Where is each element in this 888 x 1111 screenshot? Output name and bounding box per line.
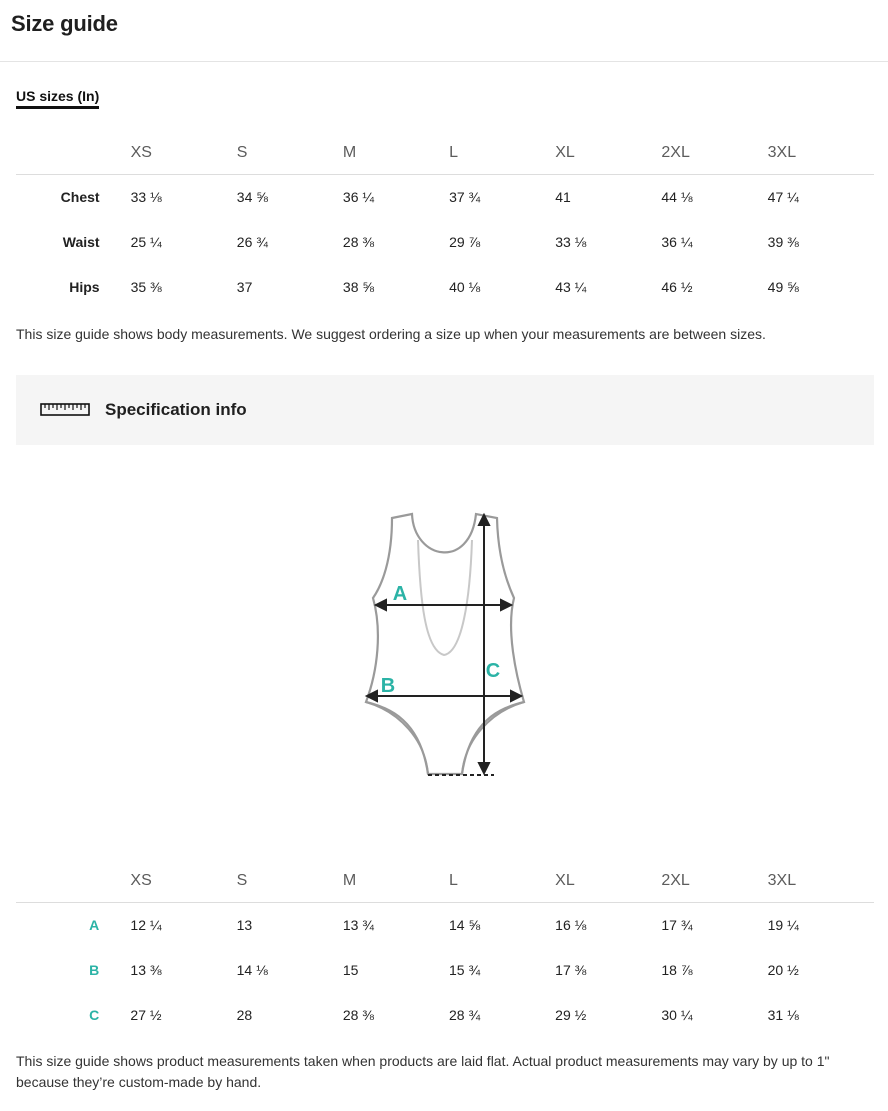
row-label: B bbox=[89, 961, 100, 978]
swimsuit-diagram bbox=[340, 500, 540, 790]
table-cell: 28 ⅜ bbox=[342, 233, 375, 250]
body-measurements-table bbox=[16, 126, 874, 309]
table-cell: 41 bbox=[555, 188, 571, 205]
table-corner bbox=[16, 854, 130, 902]
table-cell: 40 ⅛ bbox=[449, 278, 481, 295]
row-label: C bbox=[89, 1006, 100, 1023]
table-header-row bbox=[16, 854, 874, 902]
table-cell: 13 ⅜ bbox=[130, 961, 162, 978]
table-row bbox=[16, 902, 874, 947]
table-row bbox=[16, 264, 874, 309]
table-cell: 15 ¾ bbox=[448, 961, 481, 978]
table-cell: 30 ¼ bbox=[661, 1006, 693, 1023]
table-cell: 27 ½ bbox=[130, 1006, 162, 1023]
size-header: M bbox=[342, 143, 357, 161]
size-header: XL bbox=[555, 143, 575, 161]
table-cell: 44 ⅛ bbox=[661, 188, 693, 205]
table-cell: 12 ¼ bbox=[130, 916, 162, 933]
table-cell: 33 ⅛ bbox=[555, 233, 587, 250]
size-header: 2XL bbox=[661, 143, 690, 161]
table-cell: 15 bbox=[342, 961, 359, 978]
table-corner bbox=[16, 126, 131, 174]
table-cell: 35 ⅜ bbox=[130, 278, 162, 295]
table-cell: 14 ⅛ bbox=[236, 961, 268, 978]
diagram-label-a: A bbox=[392, 583, 408, 605]
ruler-icon bbox=[40, 403, 90, 416]
table-cell: 25 ¼ bbox=[130, 233, 162, 250]
table-cell: 31 ⅛ bbox=[767, 1006, 799, 1023]
size-header: XS bbox=[130, 871, 152, 889]
table-cell: 19 ¼ bbox=[767, 916, 799, 933]
table-row bbox=[16, 219, 874, 264]
specification-header bbox=[16, 375, 874, 445]
table-cell: 37 bbox=[236, 278, 253, 295]
size-header: S bbox=[236, 143, 248, 161]
table-cell: 16 ⅛ bbox=[555, 916, 587, 933]
size-header: 2XL bbox=[661, 871, 690, 889]
table-row bbox=[16, 992, 874, 1037]
table-cell: 43 ¼ bbox=[555, 278, 587, 295]
table-cell: 13 ¾ bbox=[342, 916, 374, 933]
table-cell: 47 ¼ bbox=[767, 188, 799, 205]
specification-table bbox=[16, 854, 874, 1037]
table-cell: 39 ⅜ bbox=[767, 233, 799, 250]
row-label: Hips bbox=[69, 278, 100, 295]
table-cell: 26 ¾ bbox=[236, 233, 268, 250]
table-header-row bbox=[16, 126, 874, 174]
row-label: Waist bbox=[62, 233, 100, 250]
row-label: A bbox=[89, 916, 100, 933]
table-cell: 17 ⅜ bbox=[555, 961, 587, 978]
size-header: XL bbox=[555, 871, 575, 889]
table-cell: 36 ¼ bbox=[661, 233, 693, 250]
table-cell: 29 ⅞ bbox=[449, 233, 481, 250]
header bbox=[0, 0, 888, 62]
size-header: L bbox=[448, 871, 458, 889]
table-cell: 18 ⅞ bbox=[661, 961, 693, 978]
row-label: Chest bbox=[60, 188, 100, 205]
specification-note: This size guide shows product measurements taken when products are laid flat. Actual product measurements may vary by up to 1" because they’re custom-made by hand. bbox=[16, 1053, 830, 1090]
tab-us-sizes[interactable]: US sizes (In) bbox=[16, 88, 99, 109]
table-cell: 46 ½ bbox=[661, 278, 693, 295]
table-cell: 37 ¾ bbox=[449, 188, 481, 205]
size-header: L bbox=[449, 143, 458, 161]
table-cell: 36 ¼ bbox=[342, 188, 375, 205]
table-cell: 29 ½ bbox=[555, 1006, 587, 1023]
table-cell: 28 ⅜ bbox=[342, 1006, 374, 1023]
table-cell: 28 bbox=[236, 1006, 253, 1023]
diagram-label-b: B bbox=[380, 675, 396, 697]
size-header: S bbox=[236, 871, 248, 889]
table-cell: 14 ⅝ bbox=[448, 916, 481, 933]
table-cell: 17 ¾ bbox=[661, 916, 693, 933]
table-row bbox=[16, 947, 874, 992]
table-cell: 38 ⅝ bbox=[342, 278, 375, 295]
size-header: M bbox=[342, 871, 357, 889]
body-measurements-note: This size guide shows body measurements. We suggest ordering a size up when your measurements are between sizes. bbox=[16, 326, 766, 342]
table-row bbox=[16, 174, 874, 219]
table-cell: 34 ⅝ bbox=[236, 188, 268, 205]
table-cell: 20 ½ bbox=[767, 961, 799, 978]
table-cell: 28 ¾ bbox=[448, 1006, 481, 1023]
specification-title: Specification info bbox=[105, 400, 247, 419]
size-header: 3XL bbox=[767, 143, 797, 161]
table-cell: 33 ⅛ bbox=[130, 188, 162, 205]
diagram-label-c: C bbox=[485, 660, 501, 682]
table-cell: 49 ⅝ bbox=[767, 278, 799, 295]
measurement-arrow-c bbox=[479, 515, 489, 773]
page-title: Size guide bbox=[11, 11, 118, 36]
size-header: 3XL bbox=[767, 871, 797, 889]
table-cell: 13 bbox=[236, 916, 253, 933]
size-header: XS bbox=[130, 143, 152, 161]
